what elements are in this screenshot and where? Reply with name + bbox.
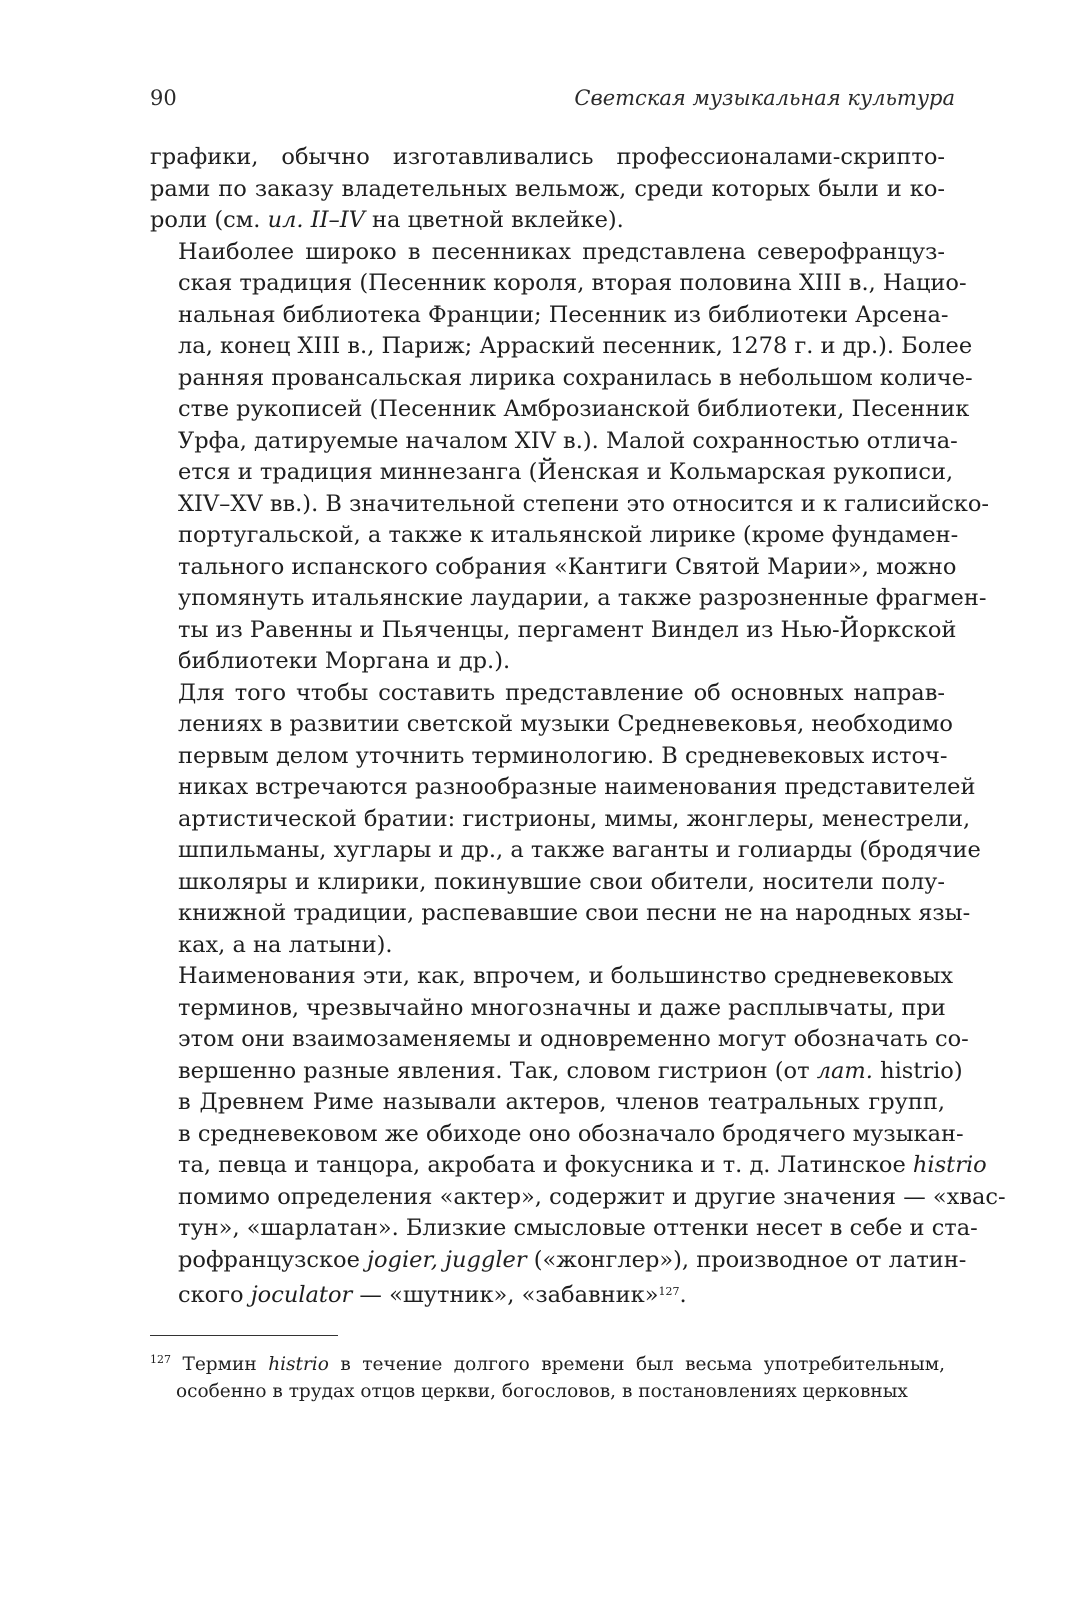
text-line: та, певца и танцора, акробата и фокусника и т. д. Латинское histrio [178,1152,987,1178]
text-line: роли (см. ил. II–IV на цветной вклейке). [150,207,624,233]
text-line: этом они взаимозаменяемы и одновременно могут обозначать со- [178,1026,969,1052]
text-line: графики, обычно изготавливались профессионалами-скрипто- [150,144,945,170]
latin-term: joculator [250,1282,353,1308]
text-line: Для того чтобы составить представление об основных направ- [178,679,945,706]
text-line: стве рукописей (Песенник Амброзианской библиотеки, Песенник [178,396,970,422]
paragraph-2 [150,237,989,678]
footnote-line: $^{127}$ Термин histrio в течение долгого времени был весьма употребительным, [150,1353,945,1375]
text-line: в Древнем Риме называли актеров, членов театральных групп, [178,1089,945,1115]
text-line: тун», «шарлатан». Близкие смысловые оттенки несет в себе и ста- [178,1215,978,1241]
footnote [150,1346,945,1405]
text-line: артистической братии: гистрионы, мимы, жонглеры, менестрели, [178,805,971,832]
text-line: ках, а на латыни). [178,931,393,958]
text-line: Наименования эти, как, впрочем, и большинство средневековых [178,963,954,989]
text-line: вершенно разные явления. Так, словом гистрион (от лат. histrio) [178,1057,963,1084]
text-line: тального испанского собрания «Кантиги Святой Марии», можно [178,553,957,580]
running-title: Светская музыкальная культура [574,86,955,110]
text-line: упомянуть итальянские лаударии, а также разрозненные фрагмен- [178,585,987,611]
text-line: Наиболее широко в песенниках представлена северофранцуз- [178,238,945,265]
text-line: школяры и клирики, покинувшие свои обители, носители полу- [178,868,945,895]
text-line: XIV–XV вв.). В значительной степени это относится и к галисийско- [178,490,989,517]
text-line: первым делом уточнить терминологию. В средневековых источ- [178,742,948,769]
text-line: ется и традиция миннезанга (Йенская и Кольмарская рукописи, [178,459,954,485]
old-french-term: jogier, juggler [367,1246,527,1273]
latin-term: histrio [268,1354,329,1375]
footnote-divider [150,1335,338,1336]
text-line: ла, конец XIII в., Париж; Арраский песенник, 1278 г. и др.). Более [178,333,973,359]
text-line: никах встречаются разнообразные наименования представителей [178,774,976,800]
footnote-line: особенно в трудах отцов церкви, богословов, в постановлениях церковных [176,1381,908,1402]
text-line: ранняя провансальская лирика сохранилась в небольшом количе- [178,364,973,391]
text-line: книжной традиции, распевавшие свои песни не на народных язы- [178,900,971,926]
text-line: португальской, а также к итальянской лирике (кроме фундамен- [178,522,959,548]
text-line: помимо определения «актер», содержит и другие значения — «хвас- [178,1183,1006,1210]
footnote-number: 127 [150,1353,171,1366]
text-line: в средневековом же обиходе оно обозначало бродячего музыкан- [178,1120,964,1147]
text-line: рами по заказу владетельных вельмож, среди которых были и ко- [150,175,945,202]
text-line: лениях в развитии светской музыки Средневековья, необходимо [178,711,953,737]
text-line: ты из Равенны и Пьяченцы, пергамент Виндел из Нью-Йоркской [178,616,957,643]
text-line: библиотеки Моргана и др.). [178,648,511,674]
page-number: 90 [150,86,177,110]
illustration-reference: ил. II–IV [267,207,365,233]
text-line: шпильманы, хуглары и др., а также ваганты и голиарды (бродячие [178,837,981,863]
latin-term: histrio [912,1152,987,1178]
text-line: ская традиция (Песенник короля, вторая половина XIII в., Нацио- [178,270,967,296]
paragraph-1 [150,142,945,237]
body-text [150,142,1006,1312]
text-line: Урфа, датируемые началом XIV в.). Малой сохранностью отлича- [178,427,958,454]
text-line: нальная библиотека Франции; Песенник из библиотеки Арсена- [178,301,949,328]
text-line: рофранцузское jogier, juggler («жонглер»), производное от латин- [178,1246,967,1273]
abbreviation-lat: лат. [816,1057,873,1084]
text-line: терминов, чрезвычайно многозначны и даже расплывчаты, при [178,994,946,1021]
text-line: ского joculator — «шутник», «забавник»$^{127}$. [178,1282,687,1308]
paragraph-4 [150,961,1006,1312]
footnote-reference[interactable]: 127 [658,1285,680,1298]
paragraph-3 [150,678,981,962]
